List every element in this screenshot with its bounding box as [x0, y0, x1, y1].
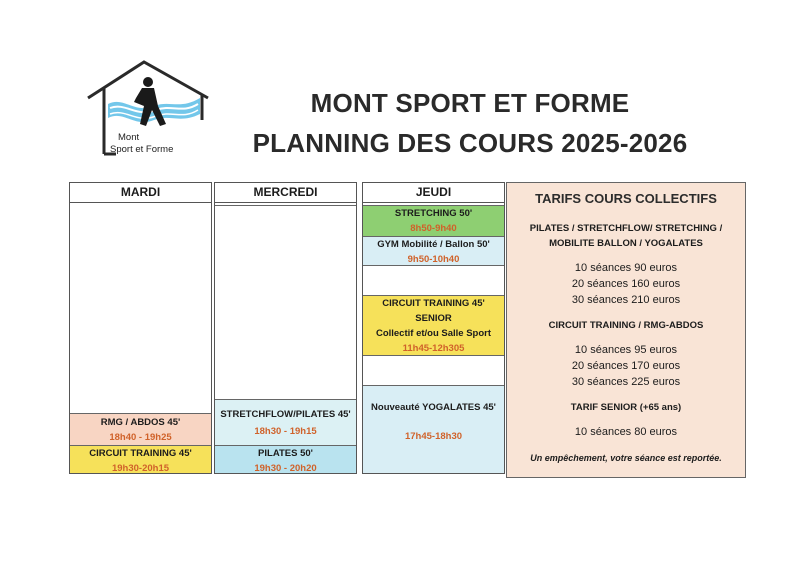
tarifs-panel: [506, 182, 746, 478]
class-pilates: [215, 445, 356, 473]
empty-slot: [215, 205, 356, 399]
class-stretchflow-pilates: [215, 399, 356, 445]
tarifs-note: Un empêchement, votre séance est reportée.: [530, 453, 722, 463]
empty-slot: [363, 265, 504, 295]
class-hours: 11h45-12h305: [402, 343, 465, 354]
price-row: 20 séances 170 euros: [571, 360, 681, 372]
page-subtitle: PLANNING DES COURS 2025-2026: [252, 128, 688, 158]
class-title: Nouveauté YOGALATES 45': [371, 402, 496, 413]
page-title: MONT SPORT ET FORME: [310, 88, 630, 118]
logo-text-line1: Mont: [118, 132, 140, 143]
class-subtitle: Collectif et/ou Salle Sport: [375, 328, 492, 339]
class-title: RMG / ABDOS 45': [100, 417, 181, 428]
column-mardi: [69, 182, 212, 474]
tarifs-section1-line1: PILATES / STRETCHFLOW/ STRETCHING /: [529, 223, 723, 234]
price-row: 10 séances 95 euros: [574, 344, 678, 356]
class-subtitle: SENIOR: [415, 313, 452, 324]
class-circuit-training-mardi: [70, 445, 211, 473]
price-row: 30 séances 210 euros: [571, 294, 681, 306]
class-hours: 19h30-20h15: [111, 463, 170, 474]
tarifs-section3: TARIF SENIOR (+65 ans): [570, 402, 682, 413]
tarifs-section2: CIRCUIT TRAINING / RMG-ABDOS: [548, 320, 704, 331]
price-row: 30 séances 225 euros: [571, 376, 681, 388]
class-title: STRETCHING 50': [394, 208, 473, 219]
day-header-mercredi: MERCREDI: [215, 183, 356, 203]
class-hours: 17h45-18h30: [404, 431, 463, 442]
class-title: CIRCUIT TRAINING 45': [89, 448, 192, 459]
class-title: GYM Mobilité / Ballon 50': [377, 239, 490, 250]
class-gym-mobilite: [363, 236, 504, 265]
class-rmg-abdos: [70, 413, 211, 445]
club-logo: [84, 58, 214, 158]
column-mercredi: [214, 182, 357, 474]
price-row: 20 séances 160 euros: [571, 278, 681, 290]
class-hours: 8h50-9h40: [410, 223, 457, 234]
empty-slot: [363, 355, 504, 385]
tarifs-section1-line2: MOBILITE BALLON / YOGALATES: [549, 238, 703, 249]
price-row: 10 séances 80 euros: [574, 426, 678, 438]
price-row: 10 séances 90 euros: [574, 262, 678, 274]
class-title: PILATES 50': [258, 448, 313, 459]
class-hours: 18h40 - 19h25: [109, 432, 172, 443]
class-circuit-training-senior: [363, 295, 504, 355]
class-hours: 9h50-10h40: [407, 254, 460, 265]
house-runner-logo-icon: [84, 58, 214, 158]
class-title: CIRCUIT TRAINING 45': [382, 298, 485, 309]
tarifs-title: TARIFS COURS COLLECTIFS: [535, 191, 717, 206]
day-header-mardi: MARDI: [70, 183, 211, 203]
class-yogalates: [363, 385, 504, 473]
logo-text-line2: Sport et Forme: [110, 144, 174, 155]
column-jeudi: [362, 182, 505, 474]
class-hours: 18h30 - 19h15: [254, 426, 317, 437]
day-header-jeudi: JEUDI: [363, 183, 504, 203]
class-hours: 19h30 - 20h20: [254, 463, 317, 474]
class-stretching: [363, 205, 504, 236]
class-title: STRETCHFLOW/PILATES 45': [220, 409, 351, 420]
